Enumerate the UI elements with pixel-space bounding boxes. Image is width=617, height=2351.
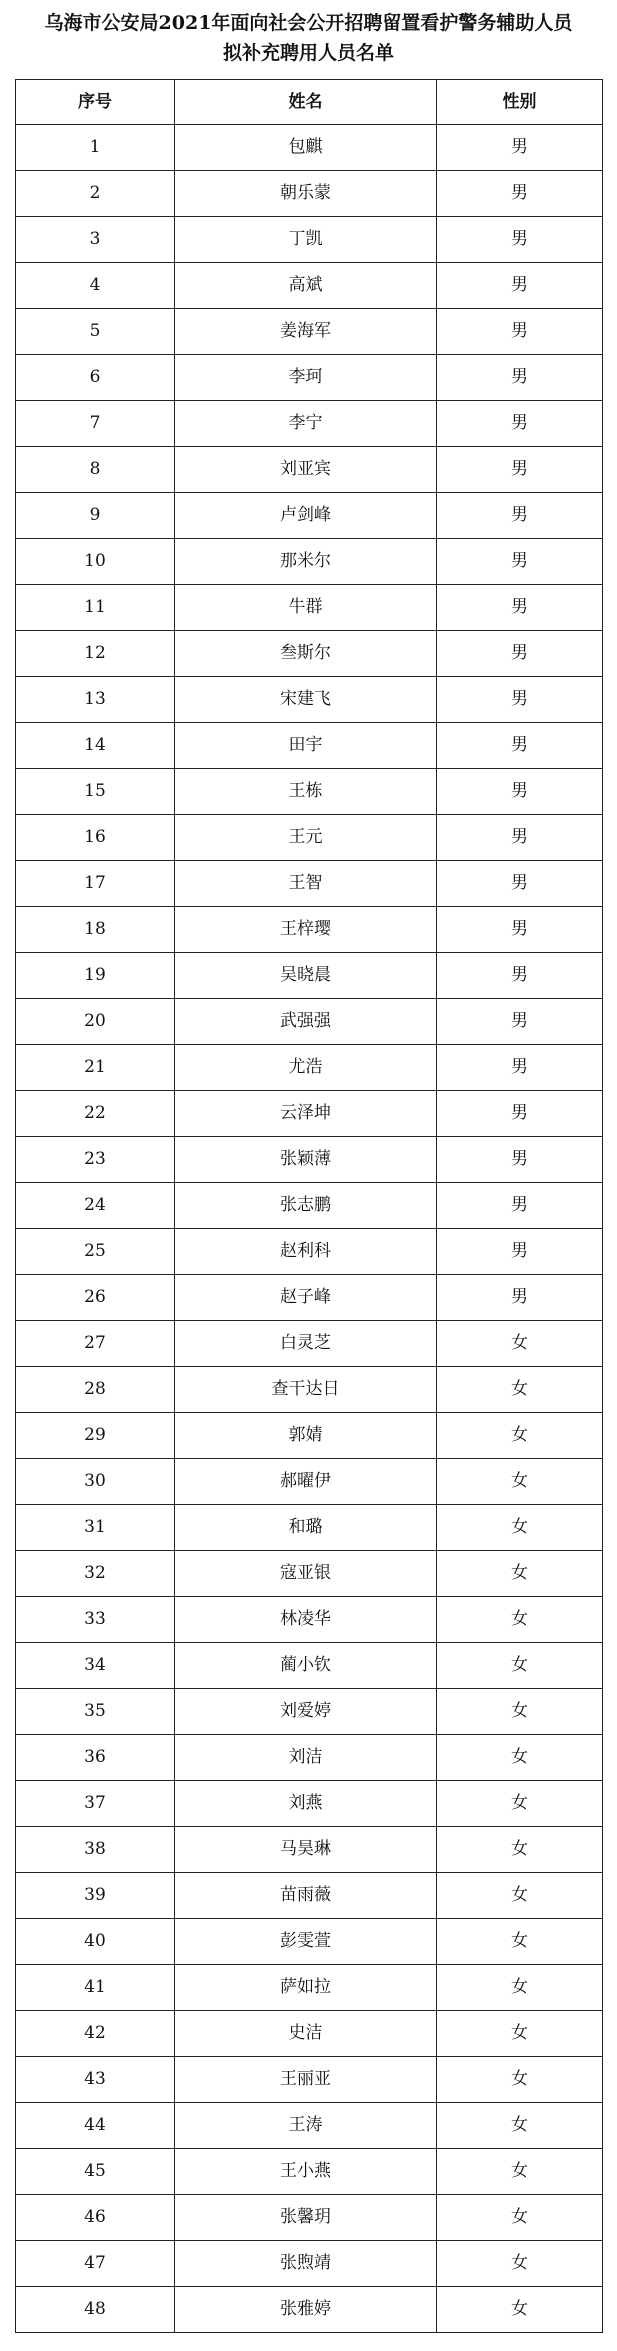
- table-row: [16, 769, 603, 815]
- cell-serial-number: 31: [16, 1505, 175, 1551]
- cell-serial-number: 38: [16, 1827, 175, 1873]
- personnel-table: [15, 79, 603, 2333]
- cell-serial-number: 20: [16, 999, 175, 1045]
- cell-serial-number: 19: [16, 953, 175, 999]
- cell-serial-number: 10: [16, 539, 175, 585]
- header-serial-number: 序号: [16, 80, 175, 125]
- cell-gender: 男: [437, 815, 603, 861]
- cell-name: 王小燕: [175, 2149, 437, 2195]
- cell-gender: 女: [437, 1551, 603, 1597]
- table-row: [16, 1735, 603, 1781]
- cell-name: 张颖薄: [175, 1137, 437, 1183]
- cell-serial-number: 37: [16, 1781, 175, 1827]
- cell-name: 刘燕: [175, 1781, 437, 1827]
- cell-serial-number: 29: [16, 1413, 175, 1459]
- cell-gender: 女: [437, 1367, 603, 1413]
- table-row: [16, 1781, 603, 1827]
- table-row: [16, 585, 603, 631]
- cell-gender: 男: [437, 125, 603, 171]
- cell-gender: 男: [437, 769, 603, 815]
- table-row: [16, 1965, 603, 2011]
- cell-gender: 女: [437, 1505, 603, 1551]
- cell-gender: 男: [437, 585, 603, 631]
- cell-name: 王智: [175, 861, 437, 907]
- cell-serial-number: 9: [16, 493, 175, 539]
- cell-gender: 男: [437, 1137, 603, 1183]
- cell-name: 张雅婷: [175, 2287, 437, 2333]
- cell-serial-number: 44: [16, 2103, 175, 2149]
- table-row: [16, 1551, 603, 1597]
- table-header: [16, 80, 603, 125]
- cell-gender: 女: [437, 1827, 603, 1873]
- cell-name: 王梓璎: [175, 907, 437, 953]
- cell-name: 王涛: [175, 2103, 437, 2149]
- cell-name: 林凌华: [175, 1597, 437, 1643]
- cell-name: 刘亚宾: [175, 447, 437, 493]
- cell-serial-number: 45: [16, 2149, 175, 2195]
- table-row: [16, 1827, 603, 1873]
- cell-name: 高斌: [175, 263, 437, 309]
- cell-name: 马昊琳: [175, 1827, 437, 1873]
- cell-serial-number: 18: [16, 907, 175, 953]
- cell-name: 白灵芝: [175, 1321, 437, 1367]
- table-row: [16, 263, 603, 309]
- cell-name: 丁凯: [175, 217, 437, 263]
- table-body: [16, 125, 603, 2333]
- cell-serial-number: 36: [16, 1735, 175, 1781]
- cell-serial-number: 14: [16, 723, 175, 769]
- cell-serial-number: 41: [16, 1965, 175, 2011]
- cell-gender: 女: [437, 1781, 603, 1827]
- cell-name: 史洁: [175, 2011, 437, 2057]
- table-row: [16, 1873, 603, 1919]
- table-row: [16, 1597, 603, 1643]
- cell-serial-number: 26: [16, 1275, 175, 1321]
- table-row: [16, 2103, 603, 2149]
- table-row: [16, 1505, 603, 1551]
- cell-serial-number: 47: [16, 2241, 175, 2287]
- cell-serial-number: 24: [16, 1183, 175, 1229]
- table-row: [16, 631, 603, 677]
- cell-serial-number: 17: [16, 861, 175, 907]
- cell-name: 张志鹏: [175, 1183, 437, 1229]
- cell-name: 云泽坤: [175, 1091, 437, 1137]
- cell-serial-number: 4: [16, 263, 175, 309]
- cell-serial-number: 16: [16, 815, 175, 861]
- cell-gender: 男: [437, 999, 603, 1045]
- cell-gender: 女: [437, 1689, 603, 1735]
- cell-gender: 男: [437, 355, 603, 401]
- cell-gender: 女: [437, 2241, 603, 2287]
- cell-serial-number: 21: [16, 1045, 175, 1091]
- cell-gender: 女: [437, 1413, 603, 1459]
- cell-name: 蔺小钦: [175, 1643, 437, 1689]
- cell-serial-number: 6: [16, 355, 175, 401]
- title-line-1: 乌海市公安局2021年面向社会公开招聘留置看护警务辅助人员: [44, 12, 573, 34]
- table-row: [16, 1689, 603, 1735]
- cell-name: 郭婧: [175, 1413, 437, 1459]
- table-row: [16, 217, 603, 263]
- cell-gender: 女: [437, 2195, 603, 2241]
- table-row: [16, 125, 603, 171]
- cell-serial-number: 32: [16, 1551, 175, 1597]
- cell-serial-number: 12: [16, 631, 175, 677]
- table-row: [16, 355, 603, 401]
- cell-gender: 男: [437, 861, 603, 907]
- cell-name: 查干达日: [175, 1367, 437, 1413]
- cell-serial-number: 7: [16, 401, 175, 447]
- cell-gender: 男: [437, 217, 603, 263]
- cell-gender: 女: [437, 1919, 603, 1965]
- table-row: [16, 1919, 603, 1965]
- table-row: [16, 815, 603, 861]
- cell-gender: 男: [437, 171, 603, 217]
- cell-gender: 女: [437, 1643, 603, 1689]
- cell-serial-number: 40: [16, 1919, 175, 1965]
- cell-name: 宋建飞: [175, 677, 437, 723]
- cell-serial-number: 27: [16, 1321, 175, 1367]
- table-row: [16, 2287, 603, 2333]
- cell-gender: 男: [437, 723, 603, 769]
- cell-gender: 女: [437, 2287, 603, 2333]
- cell-serial-number: 13: [16, 677, 175, 723]
- cell-name: 和璐: [175, 1505, 437, 1551]
- cell-gender: 女: [437, 1735, 603, 1781]
- cell-name: 刘洁: [175, 1735, 437, 1781]
- cell-name: 刘爱婷: [175, 1689, 437, 1735]
- table-row: [16, 1413, 603, 1459]
- table-row: [16, 677, 603, 723]
- table-row: [16, 1321, 603, 1367]
- cell-serial-number: 43: [16, 2057, 175, 2103]
- cell-serial-number: 35: [16, 1689, 175, 1735]
- cell-name: 李珂: [175, 355, 437, 401]
- table-row: [16, 1183, 603, 1229]
- cell-name: 那米尔: [175, 539, 437, 585]
- cell-serial-number: 34: [16, 1643, 175, 1689]
- table-row: [16, 2149, 603, 2195]
- cell-gender: 男: [437, 1275, 603, 1321]
- cell-gender: 女: [437, 1597, 603, 1643]
- cell-serial-number: 30: [16, 1459, 175, 1505]
- table-row: [16, 953, 603, 999]
- cell-name: 王元: [175, 815, 437, 861]
- cell-gender: 女: [437, 1321, 603, 1367]
- cell-serial-number: 2: [16, 171, 175, 217]
- cell-serial-number: 8: [16, 447, 175, 493]
- cell-serial-number: 5: [16, 309, 175, 355]
- cell-gender: 女: [437, 2103, 603, 2149]
- cell-serial-number: 11: [16, 585, 175, 631]
- cell-gender: 男: [437, 631, 603, 677]
- table-row: [16, 447, 603, 493]
- cell-serial-number: 22: [16, 1091, 175, 1137]
- cell-name: 李宁: [175, 401, 437, 447]
- cell-name: 王栋: [175, 769, 437, 815]
- cell-gender: 女: [437, 1459, 603, 1505]
- table-row: [16, 907, 603, 953]
- header-gender: 性别: [437, 80, 603, 125]
- cell-gender: 女: [437, 1873, 603, 1919]
- cell-serial-number: 39: [16, 1873, 175, 1919]
- header-row: [16, 80, 603, 125]
- cell-gender: 女: [437, 2149, 603, 2195]
- cell-name: 朝乐蒙: [175, 171, 437, 217]
- table-row: [16, 2011, 603, 2057]
- table-row: [16, 493, 603, 539]
- cell-name: 张煦靖: [175, 2241, 437, 2287]
- table-row: [16, 1367, 603, 1413]
- cell-name: 牛群: [175, 585, 437, 631]
- table-row: [16, 309, 603, 355]
- cell-gender: 男: [437, 953, 603, 999]
- cell-name: 王丽亚: [175, 2057, 437, 2103]
- cell-serial-number: 1: [16, 125, 175, 171]
- table-row: [16, 999, 603, 1045]
- cell-gender: 男: [437, 1183, 603, 1229]
- table-row: [16, 1643, 603, 1689]
- table-row: [16, 1091, 603, 1137]
- cell-gender: 男: [437, 447, 603, 493]
- cell-serial-number: 23: [16, 1137, 175, 1183]
- cell-name: 萨如拉: [175, 1965, 437, 2011]
- table-row: [16, 1459, 603, 1505]
- cell-gender: 男: [437, 907, 603, 953]
- document-title: [0, 8, 617, 68]
- cell-name: 赵子峰: [175, 1275, 437, 1321]
- cell-gender: 男: [437, 309, 603, 355]
- cell-serial-number: 33: [16, 1597, 175, 1643]
- table-row: [16, 1137, 603, 1183]
- table-row: [16, 2195, 603, 2241]
- cell-name: 吴晓晨: [175, 953, 437, 999]
- cell-gender: 男: [437, 1045, 603, 1091]
- cell-name: 赵利科: [175, 1229, 437, 1275]
- cell-gender: 男: [437, 263, 603, 309]
- cell-name: 彭雯萱: [175, 1919, 437, 1965]
- table-row: [16, 1045, 603, 1091]
- cell-name: 姜海军: [175, 309, 437, 355]
- cell-name: 田宇: [175, 723, 437, 769]
- cell-name: 叁斯尔: [175, 631, 437, 677]
- cell-name: 苗雨薇: [175, 1873, 437, 1919]
- cell-name: 包麒: [175, 125, 437, 171]
- cell-name: 尤浩: [175, 1045, 437, 1091]
- cell-gender: 女: [437, 2011, 603, 2057]
- cell-name: 武强强: [175, 999, 437, 1045]
- cell-gender: 男: [437, 539, 603, 585]
- cell-gender: 男: [437, 493, 603, 539]
- cell-name: 卢剑峰: [175, 493, 437, 539]
- cell-serial-number: 42: [16, 2011, 175, 2057]
- cell-gender: 男: [437, 401, 603, 447]
- cell-name: 寇亚银: [175, 1551, 437, 1597]
- cell-gender: 男: [437, 1229, 603, 1275]
- title-line-2: 拟补充聘用人员名单: [222, 42, 394, 64]
- table-row: [16, 1229, 603, 1275]
- cell-gender: 男: [437, 677, 603, 723]
- cell-serial-number: 15: [16, 769, 175, 815]
- table-row: [16, 861, 603, 907]
- cell-gender: 女: [437, 1965, 603, 2011]
- table-row: [16, 539, 603, 585]
- table-row: [16, 1275, 603, 1321]
- cell-gender: 男: [437, 1091, 603, 1137]
- cell-serial-number: 3: [16, 217, 175, 263]
- table-row: [16, 723, 603, 769]
- cell-serial-number: 25: [16, 1229, 175, 1275]
- cell-name: 郝曜伊: [175, 1459, 437, 1505]
- table-row: [16, 171, 603, 217]
- header-name: 姓名: [175, 80, 437, 125]
- cell-serial-number: 28: [16, 1367, 175, 1413]
- cell-name: 张馨玥: [175, 2195, 437, 2241]
- table-row: [16, 2241, 603, 2287]
- table-row: [16, 2057, 603, 2103]
- table-row: [16, 401, 603, 447]
- cell-serial-number: 46: [16, 2195, 175, 2241]
- cell-gender: 女: [437, 2057, 603, 2103]
- cell-serial-number: 48: [16, 2287, 175, 2333]
